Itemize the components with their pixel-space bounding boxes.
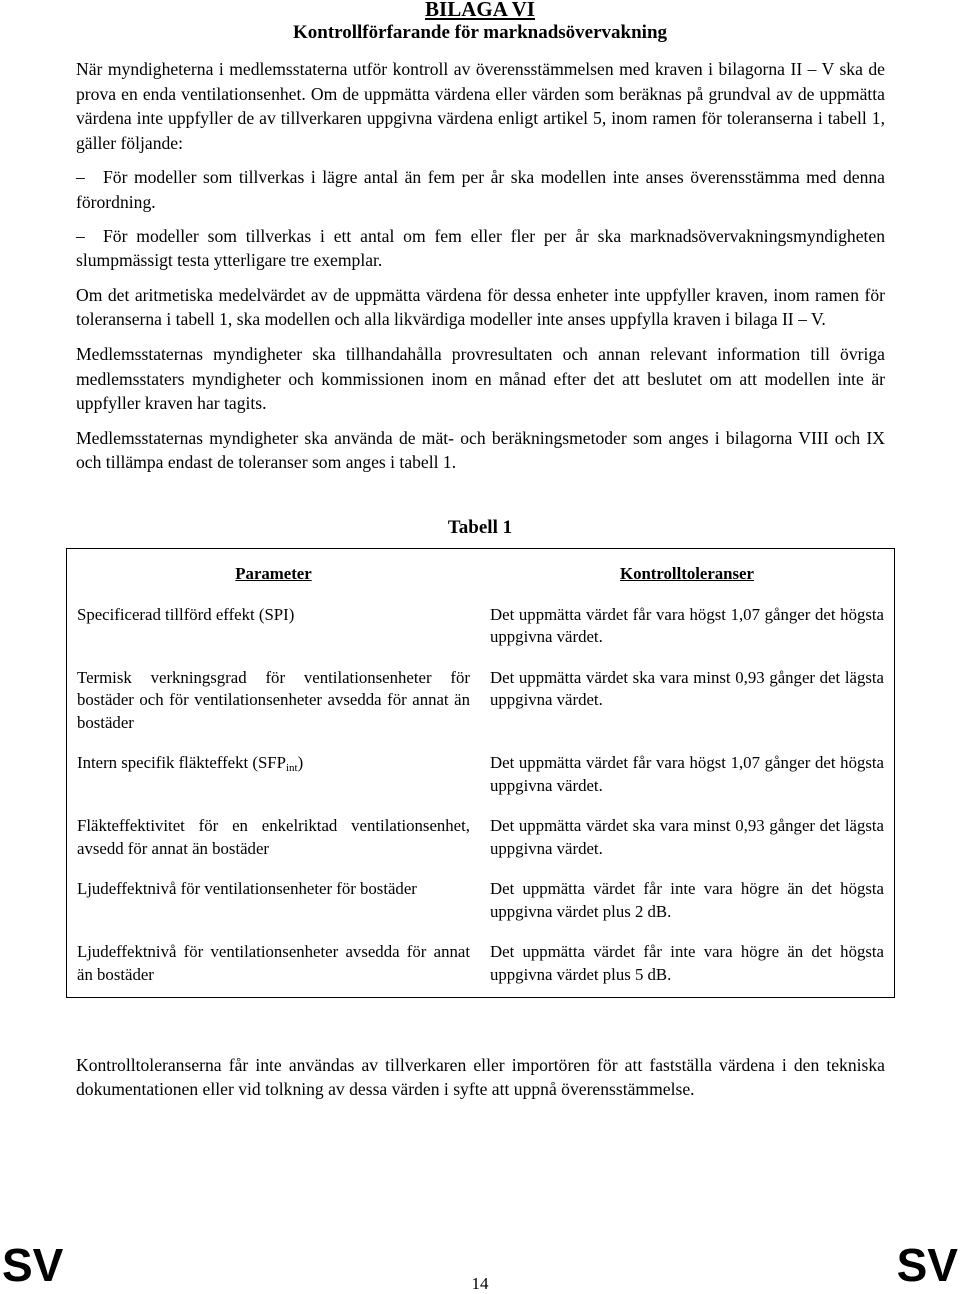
tolerance-cell: Det uppmätta värdet ska vara minst 0,93 gånger det lägsta uppgivna värdet. (490, 667, 884, 709)
annex-title: BILAGA VI (425, 0, 535, 21)
table-row (67, 600, 895, 658)
table-row (67, 743, 895, 806)
dash-mark: – (76, 167, 85, 188)
closing-paragraph: Kontrolltoleranserna får inte användas av tillverkaren eller importören för att fastställa värdena i den tekniska dokumentationen eller vid tolkning av dessa värden i syfte att uppnå överensstämmelse. (76, 1054, 885, 1100)
paragraph: Medlemsstaternas myndigheter ska tillhandahålla provresultaten och annan relevant information till övriga medlemsstaters myndigheter och kommissionen inom en månad efter det att beslutet om att modellen inte är uppfyller kraven har tagits. (76, 343, 885, 414)
table-title: Tabell 1 (447, 517, 513, 538)
table-row (67, 658, 895, 744)
param-cell (67, 743, 481, 806)
table-header-row (67, 549, 895, 600)
paragraph: Medlemsstaternas myndigheter ska använda de mät- och beräkningsmetoder som anges i bilagorna VIII och IX och tillämpa endast de toleranser som anges i tabell 1. (76, 427, 885, 473)
tolerance-cell: Det uppmätta värdet får vara högst 1,07 gånger det högsta uppgivna värdet. (490, 753, 884, 795)
dash-item (76, 165, 885, 214)
language-code-right: SV (896, 1239, 958, 1291)
annex-subtitle: Kontrollförfarande för marknadsövervakning (292, 22, 668, 43)
dash-mark: – (76, 225, 85, 246)
tolerance-table (66, 548, 895, 998)
header-tolerance: Kontrolltoleranser (620, 564, 754, 583)
header-parameter: Parameter (235, 564, 312, 583)
intro-paragraph: När myndigheterna i medlemsstaterna utför kontroll av överensstämmelsen med kraven i bilagorna II – V ska de prova en enda ventilationsenhet. Om de uppmätta värdena eller värden som beräknas på grundval av de uppmätta värdena inte uppfyller de av tillverkaren uppgivna värdena enligt artikel 5, inom ramen för toleranserna i tabell 1, gäller följande: (76, 59, 885, 153)
param-text: Intern specifik fläkteffekt (SFP (77, 753, 286, 772)
dash-item-text: För modeller som tillverkas i lägre antal än fem per år ska modellen inte anses överensstämma med denna förordning. (76, 167, 885, 212)
table-row (67, 932, 895, 998)
param-cell: Specificerad tillförd effekt (SPI) (77, 604, 295, 624)
dash-item (76, 224, 885, 273)
param-cell: Ljudeffektnivå för ventilationsenheter för bostäder (77, 879, 417, 898)
param-cell: Ljudeffektnivå för ventilationsenheter avsedda för annat än bostäder (77, 942, 470, 984)
body-text (76, 57, 885, 475)
language-code-left: SV (2, 1239, 64, 1291)
tolerance-cell: Det uppmätta värdet får inte vara högre än det högsta uppgivna värdet plus 2 dB. (490, 879, 884, 921)
param-cell: Termisk verkningsgrad för ventilationsenheter för bostäder och för ventilationsenheter avsedda för annat än bostäder (77, 667, 470, 732)
param-text-end: ) (297, 753, 304, 772)
tolerance-cell: Det uppmätta värdet får inte vara högre än det högsta uppgivna värdet plus 5 dB. (490, 942, 884, 984)
tolerance-cell: Det uppmätta värdet ska vara minst 0,93 gånger det lägsta uppgivna värdet. (490, 816, 884, 858)
param-subscript: int (285, 762, 298, 774)
page-number: 14 (471, 1274, 489, 1293)
tolerance-cell: Det uppmätta värdet får vara högst 1,07 gånger det högsta uppgivna värdet. (490, 604, 884, 646)
table-row (67, 806, 895, 869)
paragraph: Om det aritmetiska medelvärdet av de uppmätta värdena för dessa enheter inte uppfyller kraven, inom ramen för toleranserna i tabell 1, ska modellen och alla likvärdiga modeller inte anses uppfylla kraven i bilaga II – V. (76, 284, 885, 330)
dash-item-text: För modeller som tillverkas i ett antal om fem eller fler per år ska marknadsövervakningsmyndigheten slumpmässigt testa ytterligare tre exemplar. (76, 225, 885, 271)
param-cell: Fläkteffektivitet för en enkelriktad ventilationsenhet, avsedd för annat än bostäder (77, 816, 470, 858)
table-row (67, 869, 895, 932)
